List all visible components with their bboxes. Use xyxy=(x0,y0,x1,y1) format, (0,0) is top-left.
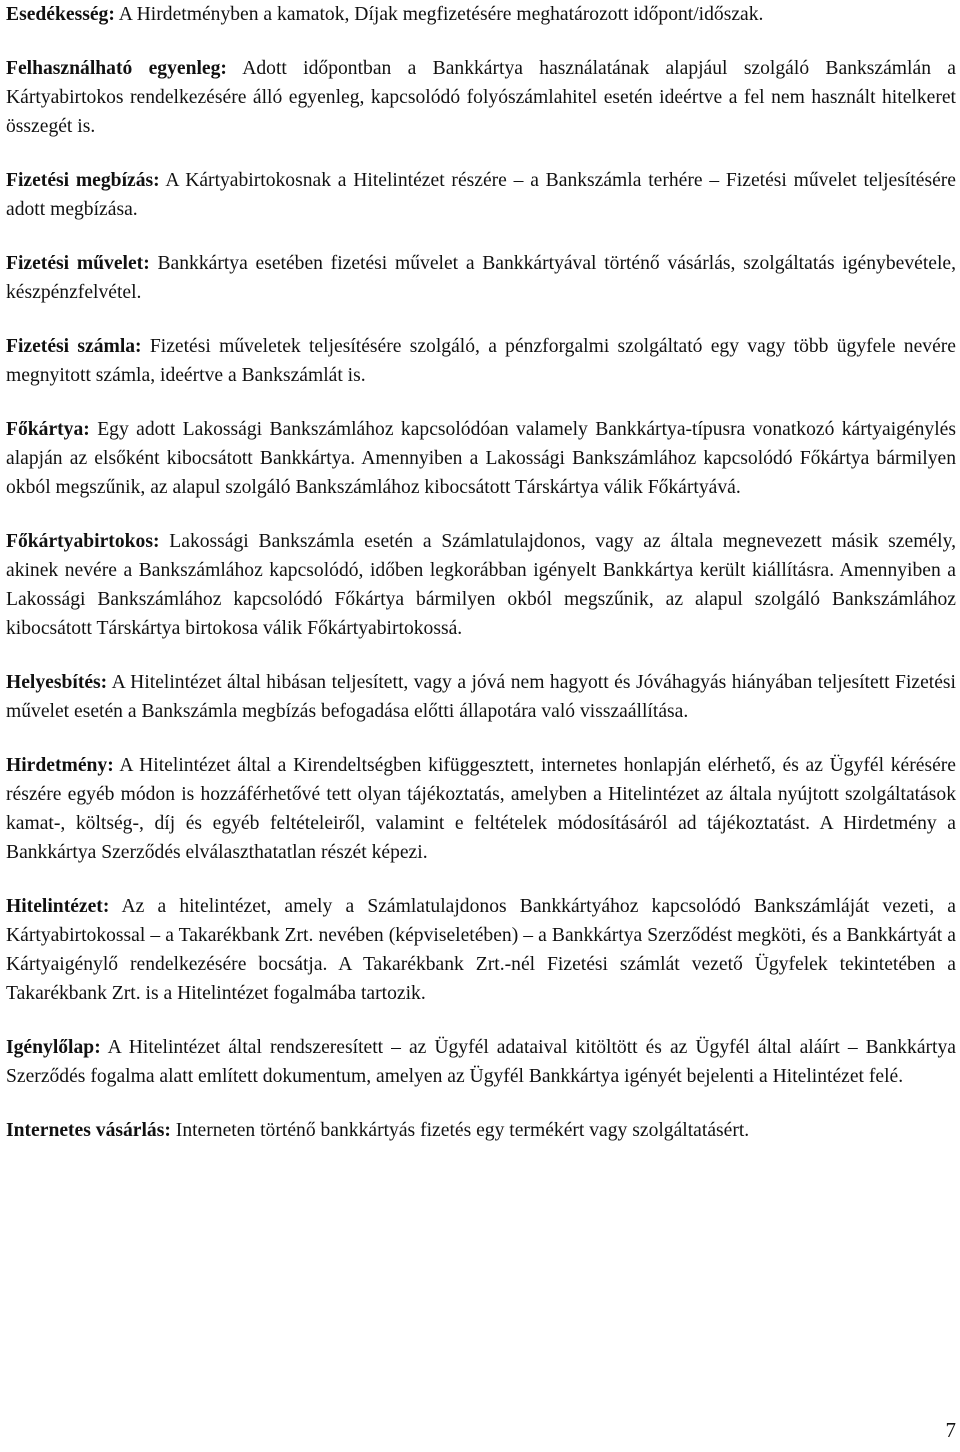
definition-term: Internetes vásárlás: xyxy=(6,1120,171,1141)
definition-entry xyxy=(6,0,956,29)
definition-text: A Kártyabirtokosnak a Hitelintézet részére – a Bankszámla terhére – Fizetési művelet teljesítésére adott megbízása. xyxy=(6,170,956,220)
definition-term: Fizetési megbízás: xyxy=(6,170,160,191)
definition-term: Felhasználható egyenleg: xyxy=(6,58,227,79)
definition-entry xyxy=(6,751,956,867)
definition-entry xyxy=(6,892,956,1008)
definition-term: Fizetési művelet: xyxy=(6,253,150,274)
definition-text: A Hitelintézet által hibásan teljesített, vagy a jóvá nem hagyott és Jóváhagyás hiányában teljesített Fizetési művelet esetén a Bankszámla megbízás befogadása előtti állapotára való visszaállítása. xyxy=(6,672,956,722)
definition-term: Fizetési számla: xyxy=(6,336,142,357)
definition-term: Helyesbítés: xyxy=(6,672,108,693)
definition-entry xyxy=(6,54,956,141)
definition-entry xyxy=(6,668,956,726)
definition-entry xyxy=(6,415,956,502)
definition-term: Főkártya: xyxy=(6,419,90,440)
document-page xyxy=(6,0,956,1170)
definition-text: A Hitelintézet által a Kirendeltségben kifüggesztett, internetes honlapján elérhető, és az Ügyfél kérésére részére egyéb módon is hozzáférhetővé tett olyan tájékoztatás, amelyben a Hitelintézet az általa nyújtott szolgáltatások kamat-, költség-, díj és egyéb feltételeiről, valamint e feltételek módosításáról ad tájékoztatást. A Hirdetmény a Bankkártya Szerződés elválaszthatatlan részét képezi. xyxy=(6,755,956,863)
definition-term: Hitelintézet: xyxy=(6,896,110,917)
definition-text: A Hirdetményben a kamatok, Díjak megfizetésére meghatározott időpont/időszak. xyxy=(118,4,764,25)
definition-text: Egy adott Lakossági Bankszámlához kapcsolódóan valamely Bankkártya-típusra vonatkozó kártyaigénylés alapján az elsőként kibocsátott Bankkártya. Amennyiben a Lakossági Bankszámlához kapcsolódó Főkártya bármilyen okból megszűnik, az alapul szolgáló Bankszámlához kibocsátott Társkártya válik Főkártyává. xyxy=(6,419,956,498)
definition-entry xyxy=(6,166,956,224)
definition-term: Hirdetmény: xyxy=(6,755,114,776)
definition-entry xyxy=(6,1116,956,1145)
definition-text: Fizetési műveletek teljesítésére szolgáló, a pénzforgalmi szolgáltató egy vagy több ügyfele nevére megnyitott számla, ideértve a Bankszámlát is. xyxy=(6,336,956,386)
definition-entry xyxy=(6,1033,956,1091)
definition-text: Adott időpontban a Bankkártya használatának alapjául szolgáló Bankszámlán a Kártyabirtokos rendelkezésére álló egyenleg, kapcsolódó folyószámlahitel esetén ideértve a fel nem használt hitelkeret összegét is. xyxy=(6,58,957,137)
page-number: 7 xyxy=(945,1418,956,1442)
definition-term: Igénylőlap: xyxy=(6,1037,101,1058)
definition-text: Az a hitelintézet, amely a Számlatulajdonos Bankkártyához kapcsolódó Bankszámláját vezeti, a Kártyabirtokossal – a Takarékbank Zrt. nevében (képviseletében) – a Bankkártya Szerződést megköti, és a Bankkártyát a Kártyaigénylő rendelkezésére bocsátja. A Takarékbank Zrt.-nél Fizetési számlát vezető Ügyfelek tekintetében a Takarékbank Zrt. is a Hitelintézet fogalmába tartozik. xyxy=(6,896,956,1004)
definition-text: Lakossági Bankszámla esetén a Számlatulajdonos, vagy az általa megnevezett másik személy, akinek nevére a Bankszámlához kapcsolódó, időben legkorábban igényelt Bankkártya került kiállításra. Amennyiben a Lakossági Bankszámlához kapcsolódó Főkártya bármilyen okból megszűnik, az alapul szolgáló Bankszámlához kibocsátott Társkártya birtokosa válik Főkártyabirtokossá. xyxy=(6,531,956,639)
definition-entry xyxy=(6,249,956,307)
definition-term: Főkártyabirtokos: xyxy=(6,531,160,552)
definition-text: A Hitelintézet által rendszeresített – az Ügyfél adataival kitöltött és az Ügyfél által aláírt – Bankkártya Szerződés fogalma alatt említett dokumentum, amelyen az Ügyfél Bankkártya igényét bejelenti a Hitelintézet felé. xyxy=(6,1037,956,1087)
definition-text: Interneten történő bankkártyás fizetés egy termékért vagy szolgáltatásért. xyxy=(175,1120,750,1141)
definition-entry xyxy=(6,332,956,390)
definition-entry xyxy=(6,527,956,643)
definition-text: Bankkártya esetében fizetési művelet a Bankkártyával történő vásárlás, szolgáltatás igénybevétele, készpénzfelvétel. xyxy=(6,253,957,303)
definition-term: Esedékesség: xyxy=(6,4,115,25)
